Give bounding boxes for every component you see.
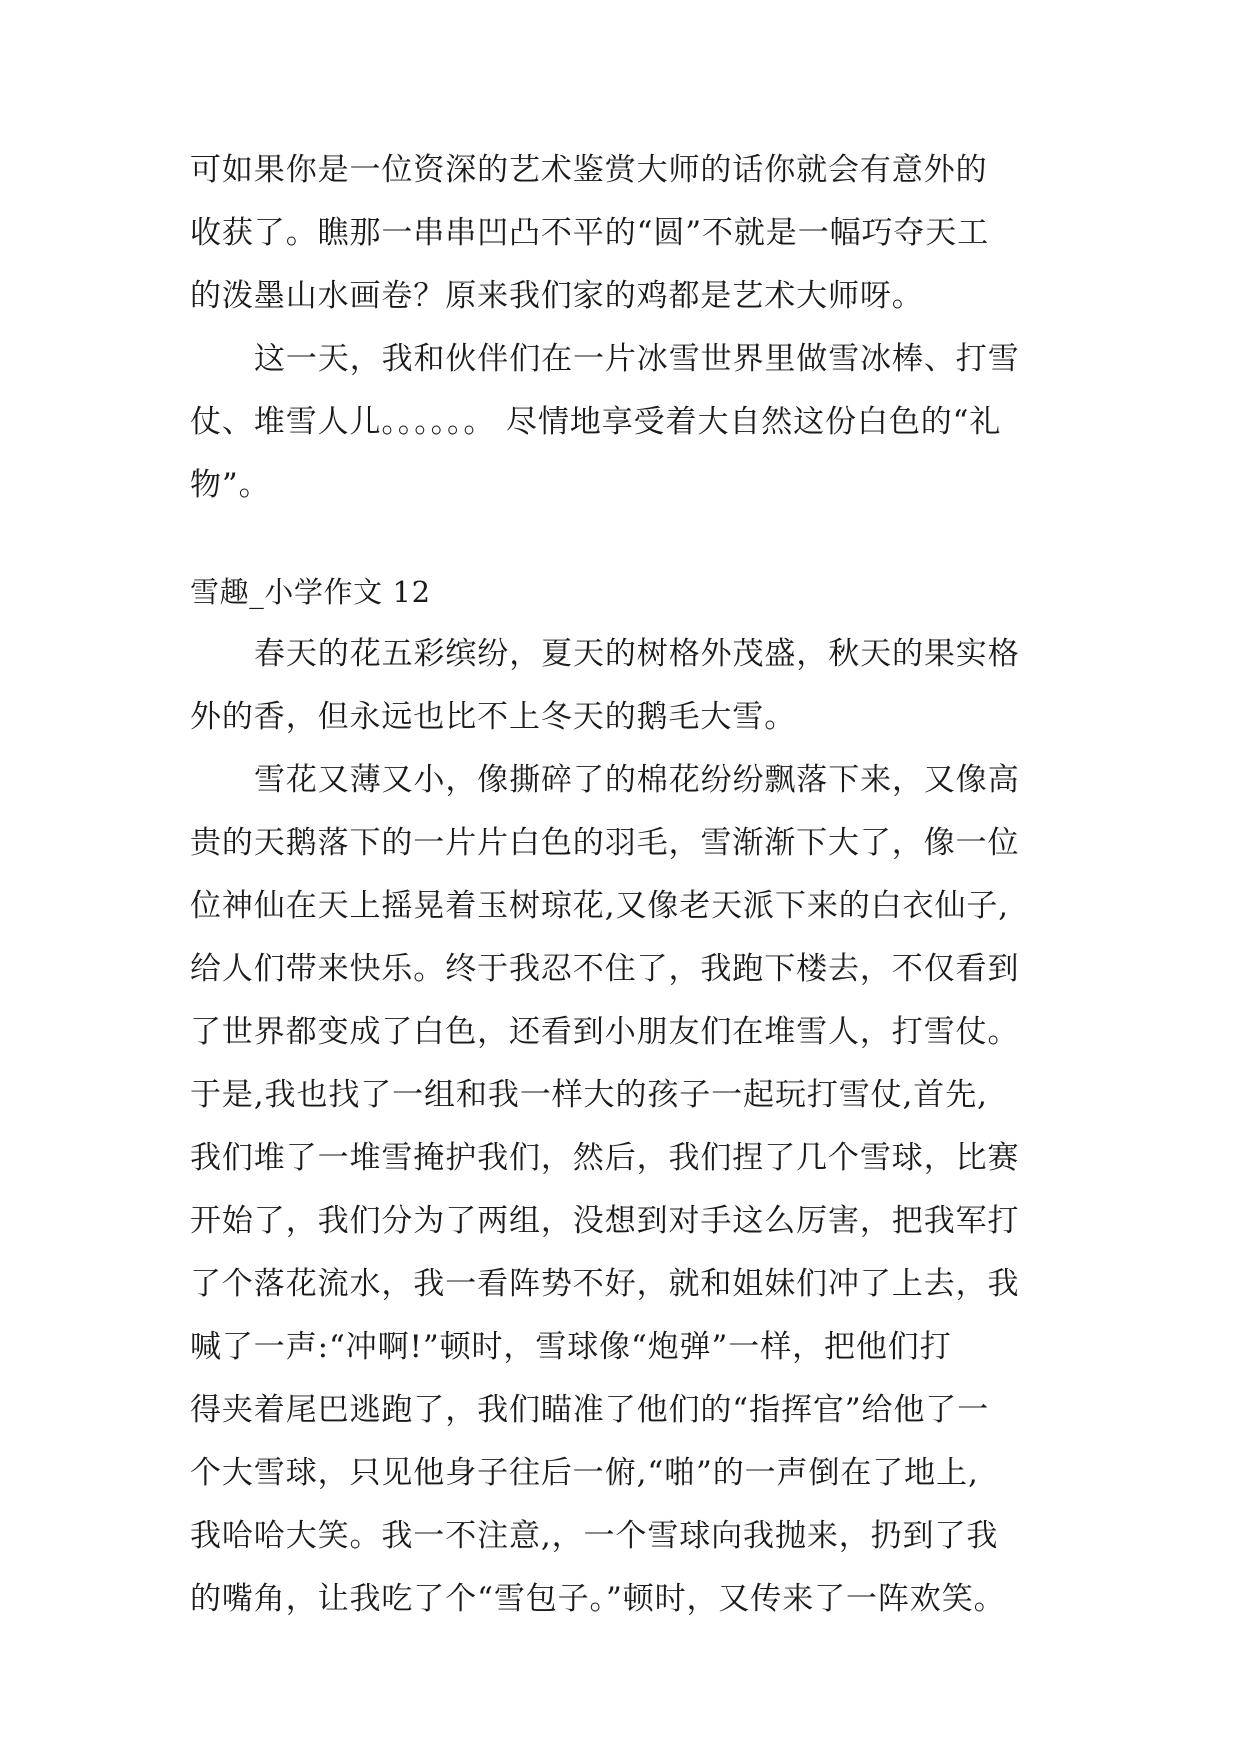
paragraph-line: 这一天，我和伙伴们在一片冰雪世界里做雪冰棒、打雪 bbox=[254, 341, 1020, 377]
paragraph-line: 得夹着尾巴逃跑了，我们瞄准了他们的“指挥官”给他了一 bbox=[190, 1392, 990, 1428]
paragraph-line: 给人们带来快乐。终于我忍不住了，我跑下楼去，不仅看到 bbox=[190, 951, 1020, 987]
section-title: 雪趣_小学作文 12 bbox=[190, 575, 431, 609]
paragraph-line: 仗、堆雪人儿。。。。。。 尽情地享受着大自然这份白色的“礼 bbox=[190, 404, 1002, 440]
paragraph-line: 外的香，但永远也比不上冬天的鹅毛大雪。 bbox=[190, 699, 797, 735]
paragraph-line: 的嘴角，让我吃了个“雪包子。”顿时，又传来了一阵欢笑。 bbox=[190, 1581, 1006, 1617]
paragraph-line: 开始了，我们分为了两组，没想到对手这么厉害，把我军打 bbox=[190, 1203, 1020, 1239]
paragraph-line: 喊了一声:“冲啊!”顿时，雪球像“炮弹”一样，把他们打 bbox=[190, 1329, 952, 1365]
paragraph-line: 物”。 bbox=[190, 467, 271, 503]
paragraph-line: 我哈哈大笑。我一不注意,，一个雪球向我抛来，扔到了我 bbox=[190, 1518, 999, 1554]
paragraph-line: 个大雪球，只见他身子往后一俯,“啪”的一声倒在了地上, bbox=[190, 1455, 979, 1491]
paragraph-line: 于是,我也找了一组和我一样大的孩子一起玩打雪仗,首先, bbox=[190, 1077, 988, 1113]
paragraph-line: 了个落花流水，我一看阵势不好，就和姐妹们冲了上去，我 bbox=[190, 1266, 1020, 1302]
paragraph-line: 春天的花五彩缤纷，夏天的树格外茂盛，秋天的果实格 bbox=[254, 636, 1020, 672]
paragraph-line: 可如果你是一位资深的艺术鉴赏大师的话你就会有意外的 bbox=[190, 152, 988, 188]
paragraph-line: 贵的天鹅落下的一片片白色的羽毛，雪渐渐下大了，像一位 bbox=[190, 825, 1020, 861]
paragraph-line: 雪花又薄又小，像撕碎了的棉花纷纷飘落下来，又像高 bbox=[254, 762, 1020, 798]
paragraph-line: 位神仙在天上摇晃着玉树琼花,又像老天派下来的白衣仙子, bbox=[190, 888, 1010, 924]
paragraph-line: 收获了。瞧那一串串凹凸不平的“圆”不就是一幅巧夺天工 bbox=[190, 215, 990, 251]
paragraph-line: 了世界都变成了白色，还看到小朋友们在堆雪人，打雪仗。 bbox=[190, 1014, 1020, 1050]
paragraph-line: 我们堆了一堆雪掩护我们，然后，我们捏了几个雪球，比赛 bbox=[190, 1140, 1020, 1176]
paragraph-line: 的泼墨山水画卷？原来我们家的鸡都是艺术大师呀。 bbox=[190, 278, 924, 314]
